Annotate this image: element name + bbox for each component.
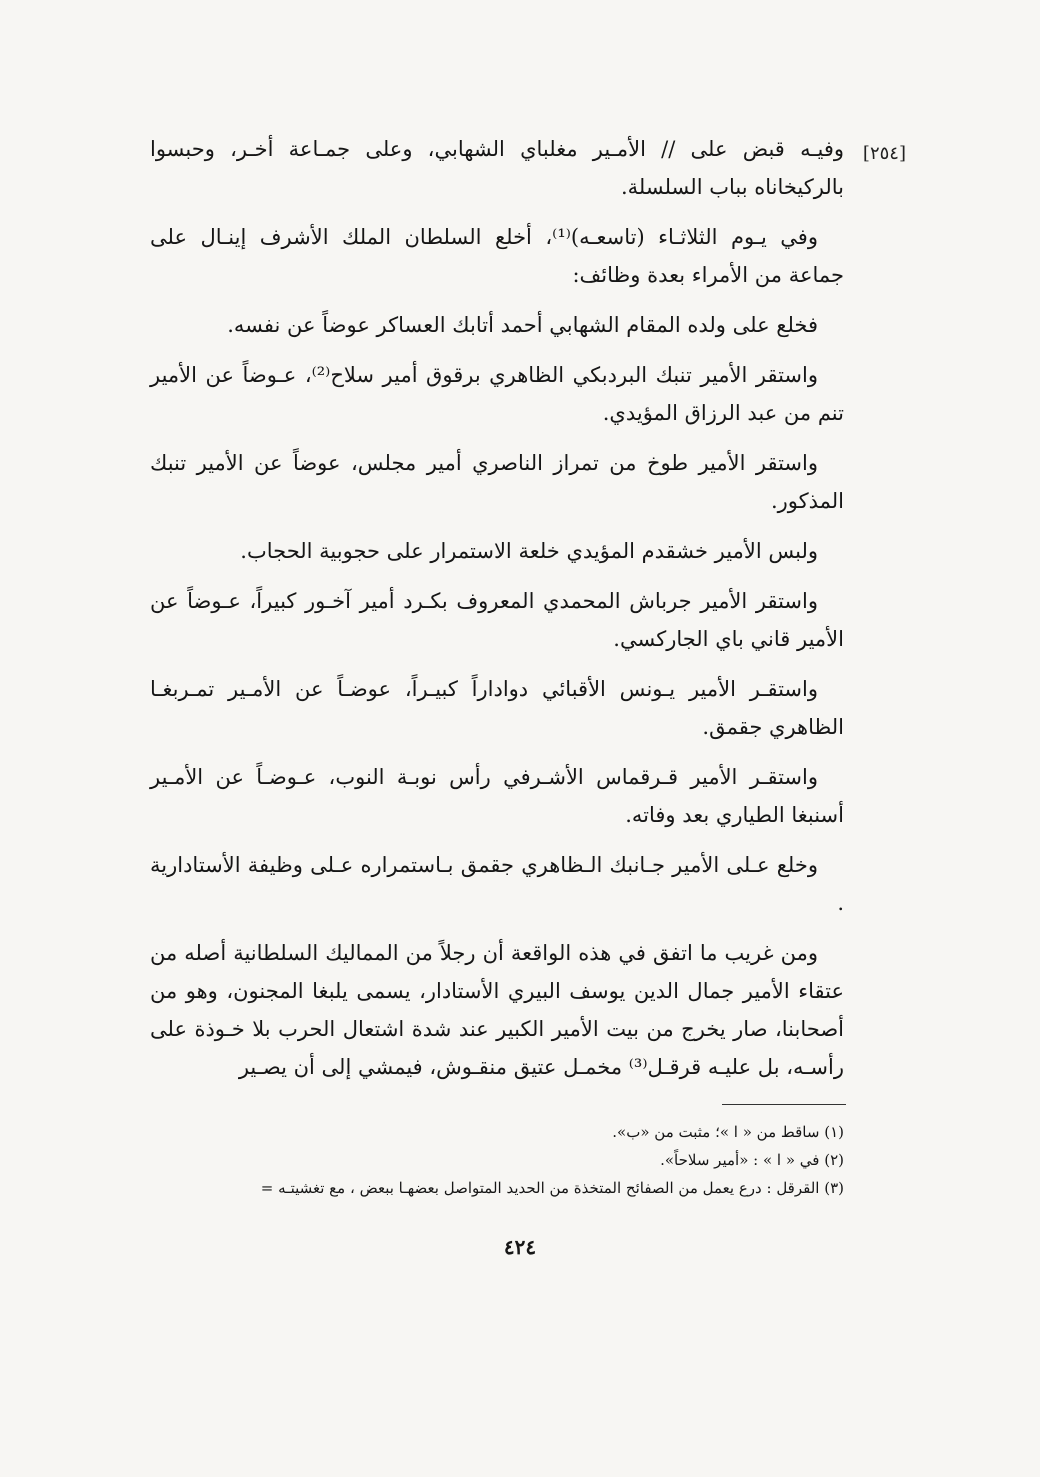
paragraph: وخلع عـلى الأمير جـانبك الـظاهري جقمق بـاستمراره عـلى وظيفة الأستادارية .	[150, 853, 844, 915]
paragraph: وفي يـوم الثلاثـاء (تاسعـه)⁽¹⁾، أخلع السلطان الملك الأشرف إينـال على جماعة من الأمراء بعدة وظائف:	[150, 225, 844, 287]
paragraph: واستقـر الأمير يـونس الأقبائي دواداراً كبيـراً، عوضـاً عن الأمـير تمـربغـا الظاهري جقمق.	[150, 677, 844, 739]
paragraph: واستقر الأمير طوخ من تمراز الناصري أمير مجلس، عوضاً عن الأمير تنبك المذكور.	[150, 451, 844, 513]
footnotes	[116, 1118, 844, 1202]
paragraph: واستقر الأمير تنبك البردبكي الظاهري برقوق أمير سلاح⁽²⁾، عـوضاً عن الأمير تنم من عبد الرزاق المؤيدي.	[150, 363, 844, 425]
paragraph: واستقـر الأمير قـرقماس الأشـرفي رأس نوبـة النوب، عـوضـاً عن الأمـير أسنبغا الطياري بعد وفاته.	[150, 765, 844, 827]
paragraph: واستقر الأمير جرباش المحمدي المعروف بكـرد أمير آخـور كبيراً، عـوضاً عن الأمير قاني باي الجاركسي.	[150, 589, 844, 651]
footnote-2: (٢) في « ا » : «أمير سلاحاً».	[660, 1151, 844, 1169]
margin-folio-marker: [٢٥٤]	[862, 143, 906, 164]
page-number: ٤٢٤	[503, 1235, 537, 1259]
footnote-separator	[722, 1104, 846, 1105]
paragraph: ولبس الأمير خشقدم المؤيدي خلعة الاستمرار على حجوبية الحجاب.	[240, 539, 818, 563]
paragraph: وفيـه قبض على // الأمـير مغلباي الشهابي، وعلى جمـاعة أخـر، وحبسوا بالركيخاناه بباب السلسلة.	[150, 137, 844, 199]
footnote-1: (١) ساقط من « ا »؛ مثبت من «ب».	[612, 1123, 844, 1141]
paragraph: ومن غريب ما اتفق في هذه الواقعة أن رجلاً من المماليك السلطانية أصله من عتقاء الأمير جمال الدين يوسف البيري الأستادار، يسمى يلبغا المجنون، وهو من أصحابنا، صار يخرج من بيت الأمير الكبير عند شدة اشتعال الحرب بلا خـوذة على رأسـه، بل عليـه قرقـل⁽³⁾ مخمـل عتيق منقـوش، فيمشي إلى أن يصـير	[150, 941, 844, 1079]
main-text	[150, 130, 844, 1098]
paragraph: فخلع على ولده المقام الشهابي أحمد أتابك العساكر عوضاً عن نفسه.	[227, 313, 818, 337]
footnote-3: (٣) القرقل : درع يعمل من الصفائح المتخذة من الحديد المتواصل بعضهـا ببعض ، مع تغشيتـه =	[260, 1179, 844, 1197]
